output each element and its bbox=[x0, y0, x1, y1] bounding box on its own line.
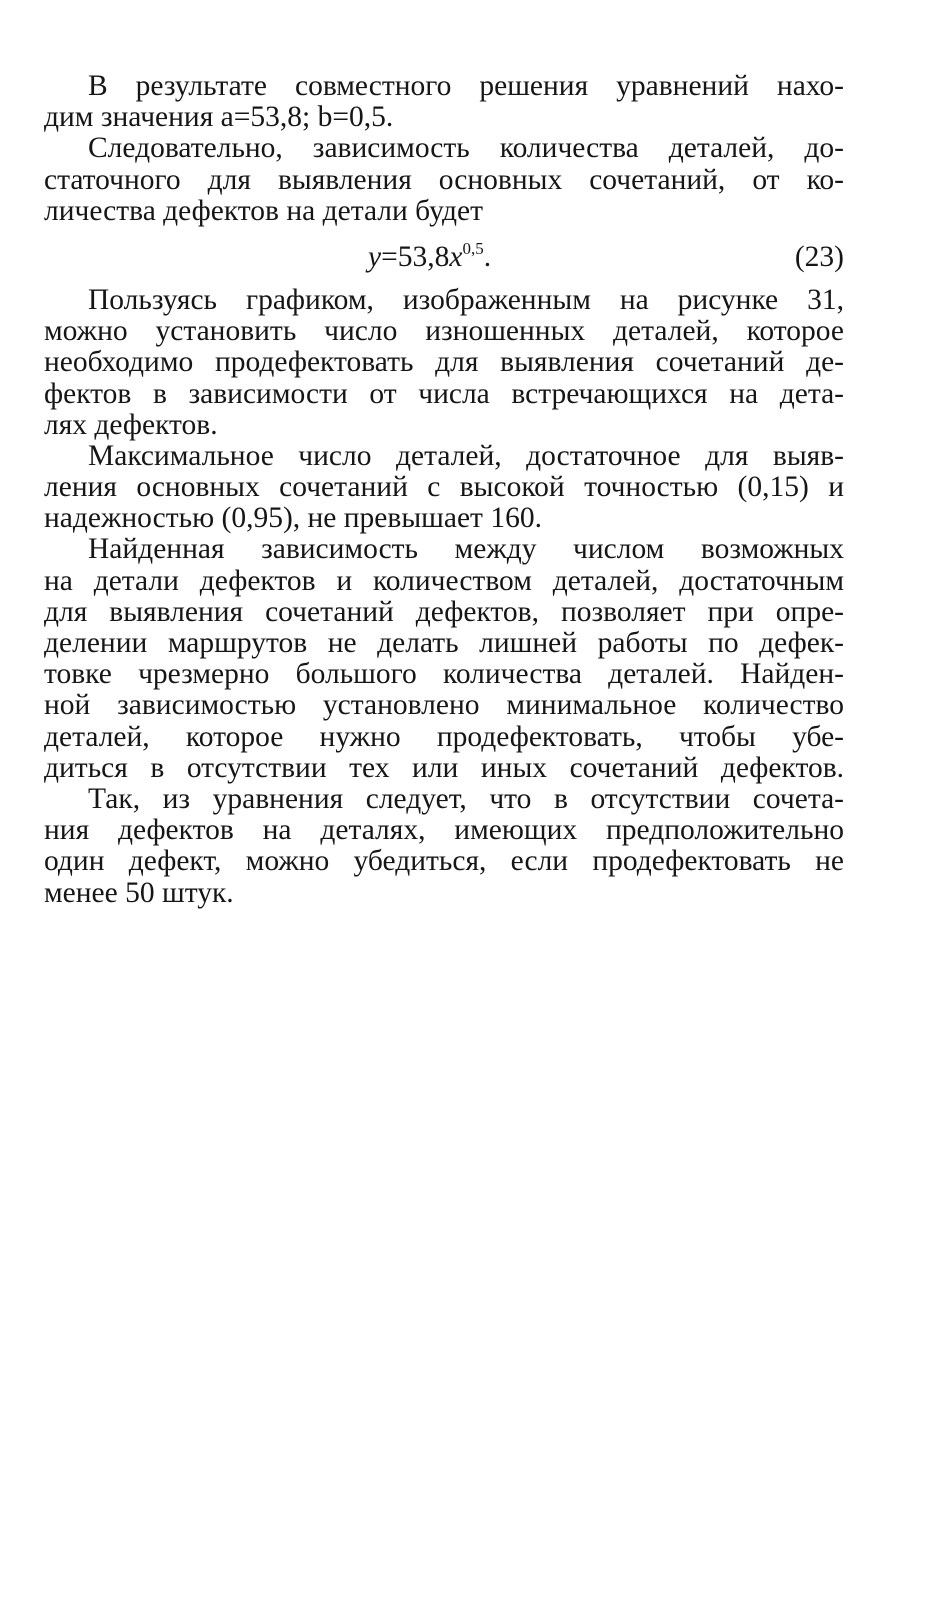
text-line: личества дефектов на детали будет bbox=[44, 194, 483, 227]
formula-23 bbox=[44, 231, 844, 283]
text-line: один дефект, можно убедиться, если продефектовать не bbox=[44, 845, 844, 878]
paragraph-found-dependency bbox=[44, 534, 844, 784]
text-line: Так, из уравнения следует, что в отсутствии сочета- bbox=[88, 782, 844, 815]
paragraph-conclusion bbox=[44, 784, 844, 909]
text-line: дим значения a=53,8; b=0,5. bbox=[44, 101, 394, 134]
text-line: менее 50 штук. bbox=[44, 876, 234, 909]
paragraph-solution-values bbox=[44, 71, 844, 133]
text-line: Пользуясь графиком, изображенным на рисунке 31, bbox=[88, 283, 844, 316]
text-line: Найденная зависимость между числом возможных bbox=[88, 533, 844, 566]
text-line: делении маршрутов не делать лишней работы по дефек- bbox=[44, 627, 844, 659]
text-line: статочного для выявления основных сочетаний, от ко- bbox=[44, 163, 844, 196]
formula-number: (23) bbox=[794, 240, 844, 273]
text-line: ния дефектов на деталях, имеющих предположительно bbox=[44, 814, 844, 847]
formula-lhs: y bbox=[368, 240, 382, 273]
text-line: деталей, которое нужно продефектовать, чтобы убе- bbox=[44, 720, 844, 753]
text-line: необходимо продефектовать для выявления сочетаний де- bbox=[44, 346, 844, 379]
text-line: можно установить число изношенных деталей, которое bbox=[44, 315, 844, 348]
text-line: для выявления сочетаний дефектов, позволяет при опре- bbox=[44, 595, 844, 628]
text-line: фектов в зависимости от числа встречающихся на дета- bbox=[44, 377, 844, 410]
text-line: надежностью (0,95), не превышает 160. bbox=[44, 502, 542, 535]
formula-exponent: 0,5 bbox=[462, 238, 484, 258]
formula-expression bbox=[368, 231, 491, 283]
text-line: ления основных сочетаний с высокой точностью (0,15) и bbox=[44, 471, 844, 504]
paragraph-graph-usage bbox=[44, 285, 844, 441]
text-line: лях дефектов. bbox=[44, 408, 218, 441]
text-line: Следовательно, зависимость количества деталей, до- bbox=[88, 132, 844, 165]
text-line: Максимальное число деталей, достаточное для выяв- bbox=[88, 439, 844, 472]
paragraph-dependency bbox=[44, 133, 844, 227]
text-line: ной зависимостью установлено минимальное количество bbox=[44, 689, 844, 722]
formula-dot: . bbox=[483, 240, 492, 273]
paragraph-max-parts bbox=[44, 441, 844, 535]
formula-variable: x bbox=[449, 240, 463, 273]
document-page bbox=[44, 71, 844, 909]
text-line: на детали дефектов и количеством деталей, достаточным bbox=[44, 564, 844, 597]
text-line: товке чрезмерно большого количества деталей. Найден- bbox=[44, 658, 844, 691]
formula-coefficient: =53,8 bbox=[381, 240, 450, 273]
text-line: диться в отсутствии тех или иных сочетаний дефектов. bbox=[44, 751, 844, 784]
text-line: В результате совместного решения уравнений нахо- bbox=[88, 70, 844, 102]
